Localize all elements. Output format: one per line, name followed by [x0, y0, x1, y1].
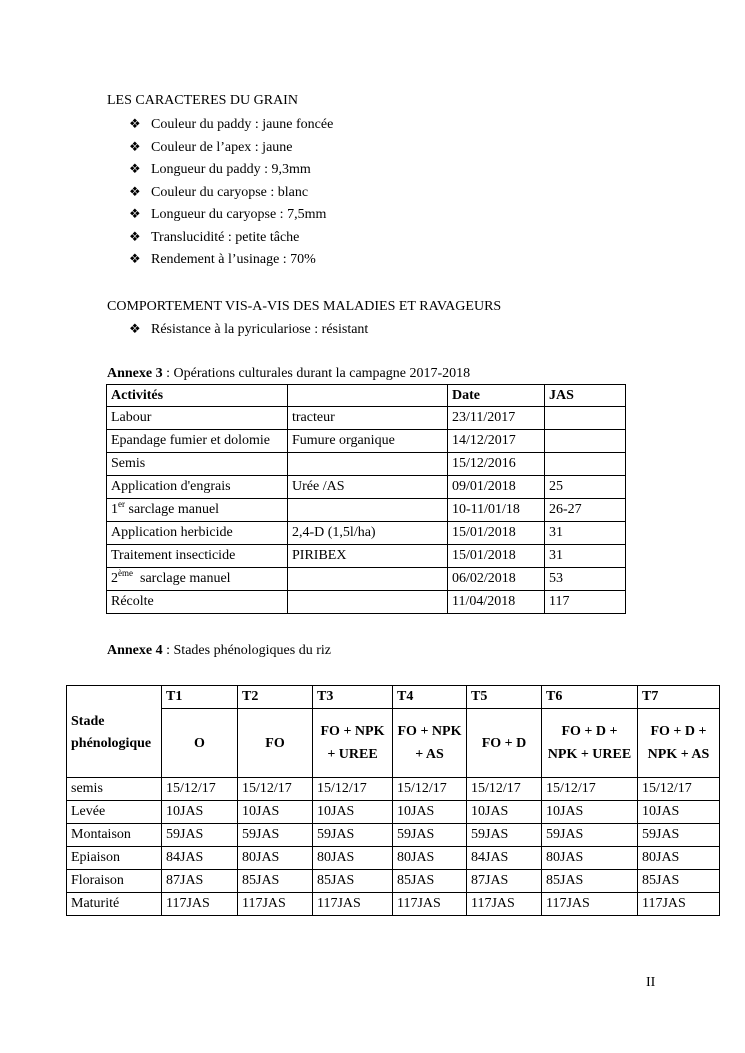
table-row	[67, 847, 720, 870]
activity-cell	[107, 545, 288, 568]
value-cell: 85JAS	[238, 870, 313, 893]
treatment-name: O	[162, 709, 238, 778]
activity-text: Récolte	[111, 594, 154, 609]
table-row	[107, 522, 626, 545]
detail-cell	[288, 453, 448, 476]
bullet-icon: ❖	[129, 321, 141, 336]
value-cell: 87JAS	[467, 870, 542, 893]
treatment-name: FO + D + NPK + AS	[638, 709, 720, 778]
annexe4-caption	[107, 642, 331, 660]
detail-cell: Fumure organique	[288, 430, 448, 453]
detail-cell: Urée /AS	[288, 476, 448, 499]
value-cell: 10JAS	[542, 801, 638, 824]
maladies-heading: COMPORTEMENT VIS-A-VIS DES MALADIES ET RAVAGEURS	[107, 299, 502, 314]
date-cell: 15/12/2016	[448, 453, 545, 476]
value-cell: 84JAS	[162, 847, 238, 870]
value-cell: 80JAS	[393, 847, 467, 870]
value-cell: 10JAS	[393, 801, 467, 824]
value-cell: 117JAS	[638, 893, 720, 916]
list-item	[129, 228, 299, 247]
value-cell: 117JAS	[542, 893, 638, 916]
value-cell: 87JAS	[162, 870, 238, 893]
table-row	[107, 453, 626, 476]
date-cell: 15/01/2018	[448, 545, 545, 568]
bullet-icon: ❖	[129, 251, 141, 266]
list-item-text: Couleur du paddy : jaune foncée	[151, 117, 334, 132]
activity-superscript: er	[118, 499, 125, 509]
value-cell: 80JAS	[542, 847, 638, 870]
bullet-icon: ❖	[129, 206, 141, 221]
activity-superscript: ème	[118, 568, 133, 578]
detail-cell: tracteur	[288, 407, 448, 430]
table-row	[107, 476, 626, 499]
jas-cell	[545, 407, 626, 430]
value-cell: 84JAS	[467, 847, 542, 870]
annexe3-caption	[107, 365, 470, 383]
table-row	[67, 870, 720, 893]
date-cell: 09/01/2018	[448, 476, 545, 499]
value-cell: 59JAS	[467, 824, 542, 847]
value-cell: 59JAS	[162, 824, 238, 847]
stade-cell: Montaison	[67, 824, 162, 847]
value-cell: 10JAS	[162, 801, 238, 824]
value-cell: 59JAS	[313, 824, 393, 847]
treatment-name: FO + D	[467, 709, 542, 778]
stade-cell: Maturité	[67, 893, 162, 916]
activity-cell	[107, 476, 288, 499]
value-cell: 59JAS	[238, 824, 313, 847]
value-cell: 15/12/17	[162, 778, 238, 801]
table-header-row	[67, 686, 720, 709]
bullet-icon: ❖	[129, 183, 141, 199]
activity-text: Labour	[111, 410, 152, 425]
annexe4-caption-text: : Stades phénologiques du riz	[162, 643, 331, 658]
list-item	[129, 160, 311, 179]
table-row	[107, 499, 626, 522]
bullet-icon: ❖	[129, 161, 141, 176]
jas-cell: 117	[545, 591, 626, 614]
treatment-code: T1	[162, 686, 238, 709]
value-cell: 10JAS	[313, 801, 393, 824]
annexe4-table	[66, 685, 720, 916]
annexe3-label: Annexe 3	[107, 366, 163, 381]
value-cell: 80JAS	[238, 847, 313, 870]
bullet-icon: ❖	[129, 116, 141, 131]
value-cell: 117JAS	[162, 893, 238, 916]
list-item	[129, 320, 368, 339]
activity-cell	[107, 591, 288, 614]
table-row	[67, 778, 720, 801]
treatment-name: FO + NPK + UREE	[313, 709, 393, 778]
value-cell: 117JAS	[313, 893, 393, 916]
treatment-name: FO + NPK + AS	[393, 709, 467, 778]
stade-cell: Floraison	[67, 870, 162, 893]
list-item	[129, 250, 316, 269]
activity-text: Application herbicide	[111, 525, 233, 540]
value-cell: 117JAS	[467, 893, 542, 916]
jas-cell	[545, 430, 626, 453]
column-header: Activités	[107, 385, 288, 407]
detail-cell	[288, 568, 448, 591]
list-item-text: Translucidité : petite tâche	[151, 229, 300, 245]
activity-text-rest: sarclage manuel	[125, 502, 220, 517]
table-header-row	[107, 385, 626, 407]
list-item-text: Résistance à la pyriculariose : résistant	[151, 322, 369, 337]
jas-cell: 25	[545, 476, 626, 499]
jas-cell: 53	[545, 568, 626, 591]
value-cell: 85JAS	[313, 870, 393, 893]
stade-header: Stade phénologique	[67, 686, 162, 778]
bullet-icon: ❖	[129, 228, 141, 244]
jas-cell: 31	[545, 545, 626, 568]
activity-cell	[107, 407, 288, 430]
treatment-code: T6	[542, 686, 638, 709]
list-item-text: Couleur du caryopse : blanc	[151, 184, 309, 200]
activity-text: Epandage fumier et dolomie	[111, 433, 270, 448]
value-cell: 85JAS	[542, 870, 638, 893]
activity-text: Traitement insecticide	[111, 548, 236, 563]
table-row	[107, 430, 626, 453]
value-cell: 80JAS	[638, 847, 720, 870]
treatment-code: T2	[238, 686, 313, 709]
detail-cell: PIRIBEX	[288, 545, 448, 568]
treatment-code: T3	[313, 686, 393, 709]
table-row	[107, 545, 626, 568]
value-cell: 15/12/17	[638, 778, 720, 801]
value-cell: 15/12/17	[393, 778, 467, 801]
value-cell: 117JAS	[393, 893, 467, 916]
list-item	[129, 115, 333, 134]
list-item-text: Couleur de l’apex : jaune	[151, 139, 293, 155]
date-cell: 23/11/2017	[448, 407, 545, 430]
treatment-name: FO + D + NPK + UREE	[542, 709, 638, 778]
value-cell: 117JAS	[238, 893, 313, 916]
grain-heading: LES CARACTERES DU GRAIN	[107, 93, 298, 108]
table-row	[67, 801, 720, 824]
table-header-row	[67, 709, 720, 778]
column-header	[288, 385, 448, 407]
table-row	[107, 407, 626, 430]
stade-cell: Epiaison	[67, 847, 162, 870]
activity-cell	[107, 453, 288, 476]
stade-cell: semis	[67, 778, 162, 801]
annexe3-caption-text: : Opérations culturales durant la campagne 2017-2018	[162, 366, 471, 381]
jas-cell	[545, 453, 626, 476]
value-cell: 59JAS	[542, 824, 638, 847]
detail-cell	[288, 499, 448, 522]
activity-text: Application d'engrais	[111, 479, 231, 494]
column-header: Date	[448, 385, 545, 407]
table-row	[107, 591, 626, 614]
detail-cell	[288, 591, 448, 614]
date-cell: 10-11/01/18	[448, 499, 545, 522]
value-cell: 59JAS	[393, 824, 467, 847]
treatment-code: T7	[638, 686, 720, 709]
activity-cell	[107, 430, 288, 453]
value-cell: 15/12/17	[238, 778, 313, 801]
annexe4-label: Annexe 4	[107, 643, 163, 658]
activity-text: Semis	[111, 456, 146, 471]
activity-cell	[107, 522, 288, 545]
list-item	[129, 183, 308, 202]
list-item	[129, 138, 293, 157]
date-cell: 06/02/2018	[448, 568, 545, 591]
activity-cell	[107, 568, 288, 591]
value-cell: 15/12/17	[542, 778, 638, 801]
value-cell: 85JAS	[638, 870, 720, 893]
value-cell: 85JAS	[393, 870, 467, 893]
jas-cell: 26-27	[545, 499, 626, 522]
value-cell: 10JAS	[638, 801, 720, 824]
list-item-text: Longueur du paddy : 9,3mm	[151, 162, 311, 177]
value-cell: 80JAS	[313, 847, 393, 870]
value-cell: 15/12/17	[467, 778, 542, 801]
bullet-icon: ❖	[129, 138, 141, 154]
detail-cell: 2,4-D (1,5l/ha)	[288, 522, 448, 545]
annexe3-table	[106, 384, 626, 614]
page-number: II	[646, 975, 656, 990]
jas-cell: 31	[545, 522, 626, 545]
stade-cell: Levée	[67, 801, 162, 824]
activity-text-rest: sarclage manuel	[133, 571, 231, 586]
list-item	[129, 205, 326, 224]
value-cell: 10JAS	[238, 801, 313, 824]
value-cell: 15/12/17	[313, 778, 393, 801]
table-row	[67, 824, 720, 847]
date-cell: 15/01/2018	[448, 522, 545, 545]
column-header: JAS	[545, 385, 626, 407]
list-item-text: Rendement à l’usinage : 70%	[151, 252, 316, 267]
date-cell: 11/04/2018	[448, 591, 545, 614]
value-cell: 10JAS	[467, 801, 542, 824]
table-row	[107, 568, 626, 591]
activity-cell	[107, 499, 288, 522]
activity-text: 1	[111, 502, 118, 517]
list-item-text: Longueur du caryopse : 7,5mm	[151, 207, 327, 222]
date-cell: 14/12/2017	[448, 430, 545, 453]
treatment-code: T4	[393, 686, 467, 709]
value-cell: 59JAS	[638, 824, 720, 847]
activity-text: 2	[111, 571, 118, 586]
table-row	[67, 893, 720, 916]
treatment-code: T5	[467, 686, 542, 709]
treatment-name: FO	[238, 709, 313, 778]
